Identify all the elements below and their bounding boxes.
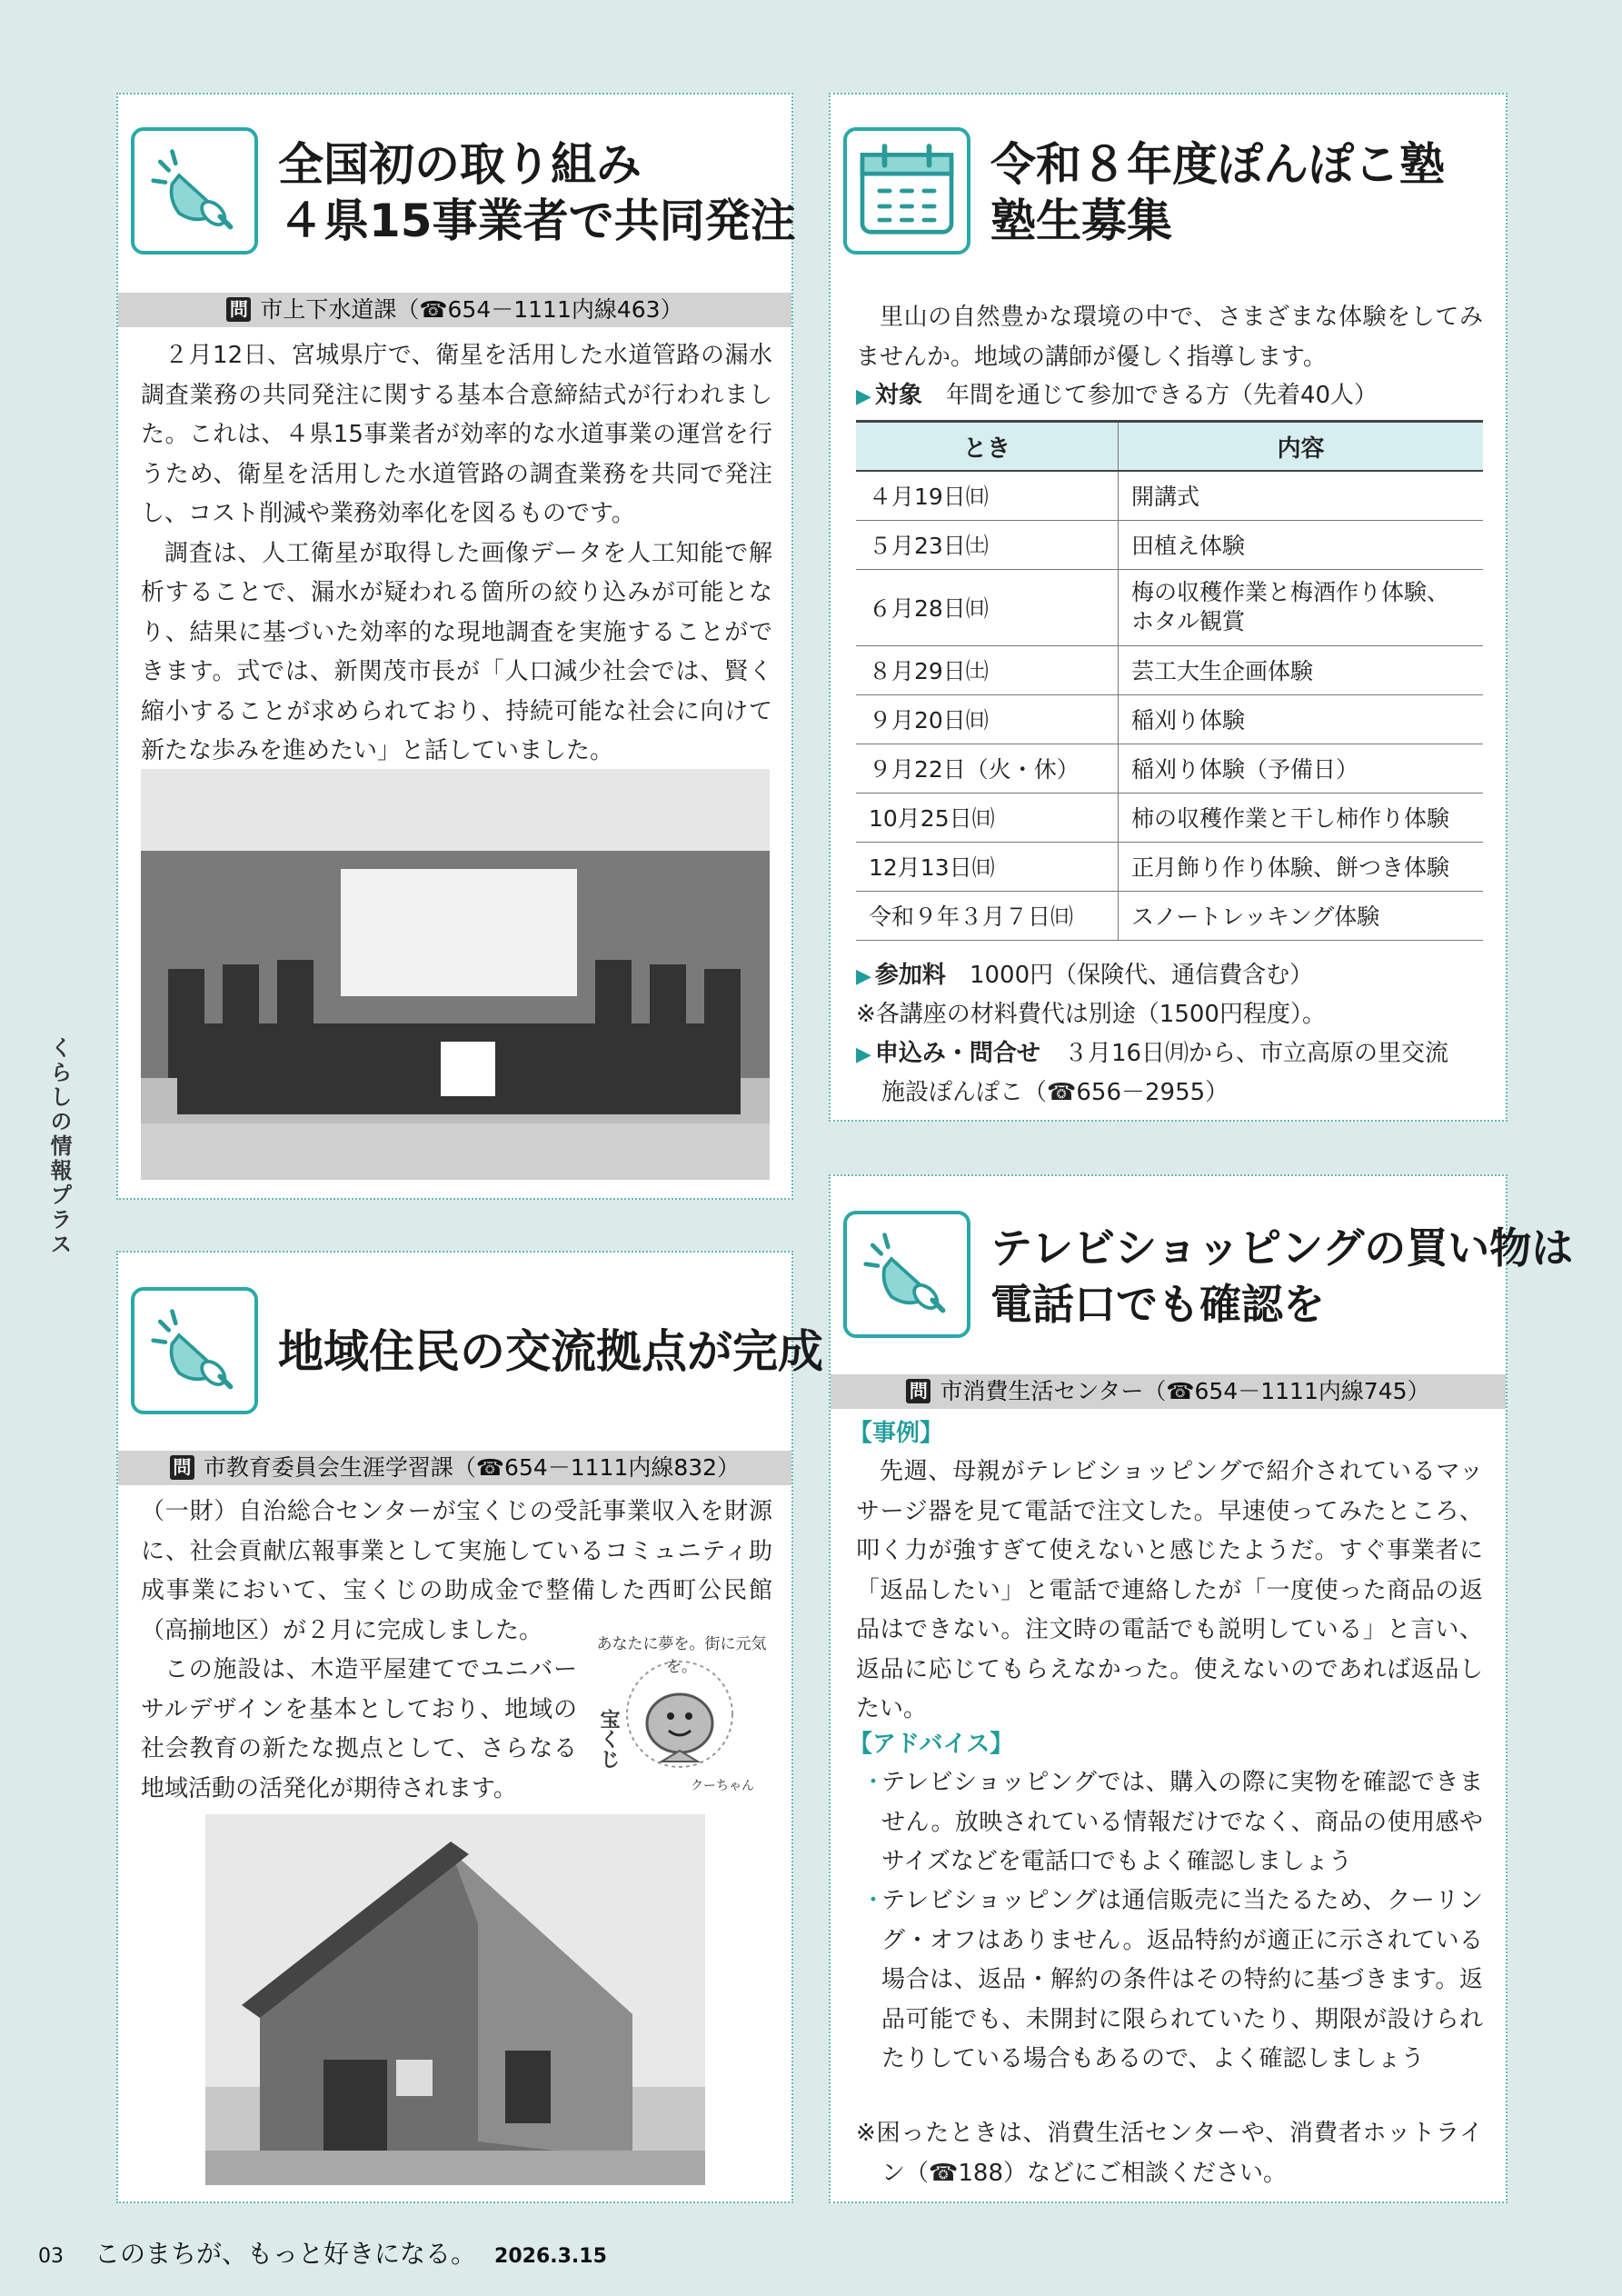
side-section-label: くらしの情報プラス — [46, 1036, 72, 1257]
advice-item-1: ・ テレビショッピングでは、購入の際に実物を確認できません。放映されている情報だけでなく、商品の使用感やサイズなどを電話口でもよく確認しましょう — [861, 1769, 1483, 1875]
article4-case: 先週、母親がテレビショッピングで紹介されているマッサージ器を見て電話で注文した。早速使ってみたところ、叩く力が強すぎて使えないと感じたようだ。すぐ事業者に「返品したい」と電話で連絡したが「一度使った商品の返品はできない。注文時の電話でも説明している」と言い、返品に応じてもらえなかった。使えないのであれば返品したい。 — [856, 1458, 1483, 1722]
article4-title: テレビショッピングの買い物は 電話口でも確認を — [990, 1223, 1574, 1329]
advice-item-2: ・ テレビショッピングは通信販売に当たるため、クーリング・オフはありません。返品特約が適正に示されている場合は、返品・解約の条件はその特約に基づきます。返品可能でも、未開封に限られていたり、期限が設けられたりしている場合もあるので、よく確認しましょう — [861, 1887, 1483, 2072]
advice-heading: 【アドバイス】 — [849, 1731, 1014, 1758]
article3-body-1: （一財）自治総合センターが宝くじの受託事業収入を財源に、社会貢献広報事業として実施しているコミュニティ助成事業において、宝くじの助成金で整備した西町公民館（高揃地区）が２月に完成しました。 — [141, 1498, 772, 1644]
article-ponpoko-panel — [829, 93, 1508, 1122]
table-row: ９月20日㈰ 稲刈り体験 — [856, 694, 1483, 744]
building-photo — [205, 1814, 705, 2185]
article-satellite-panel — [116, 93, 796, 1200]
megaphone-icon — [131, 1287, 258, 1414]
table-header-content: 内容 — [1119, 422, 1484, 472]
takarakuji-logo — [582, 1625, 777, 1802]
table-row: 令和９年３月７日㈰ スノートレッキング体験 — [856, 891, 1483, 940]
logo-text-top: あなたに夢を。街に元気を。 — [596, 1635, 767, 1676]
page-footer — [38, 2234, 607, 2271]
schedule-table — [856, 420, 1483, 941]
inquiry-mark: 問 — [906, 1379, 930, 1403]
issue-date: 2026.3.15 — [494, 2245, 607, 2268]
megaphone-icon — [131, 127, 258, 255]
article4-closing: ※困ったときは、消費生活センターや、消費者ホットライン（☎188）などにご相談ください。 — [856, 2120, 1483, 2187]
article-tv-shopping-panel — [829, 1174, 1574, 2203]
arrow-icon: ▶ — [856, 385, 871, 408]
article1-title: 全国初の取り組み ４県15事業者で共同発注 — [278, 138, 796, 247]
calendar-icon — [843, 127, 970, 255]
article2-target: ▶ 対象 年間を通じて参加できる方（先着40人） — [856, 382, 1378, 409]
article2-note: ※各講座の材料費代は別途（1500円程度）。 — [856, 1001, 1326, 1028]
case-heading: 【事例】 — [849, 1420, 944, 1447]
article-community-panel — [116, 1251, 823, 2203]
article3-body-2: この施設は、木造平屋建てでユニバーサルデザインを基本としており、地域の社会教育の新たな拠点として、さらなる地域活動の活発化が期待されます。 — [141, 1656, 577, 1802]
page-number: 03 — [38, 2245, 64, 2268]
article2-apply: ▶ 申込み・問合せ ３月16日㈪から、市立高原の里交流 — [856, 1040, 1449, 1067]
logo-text-bottom: クーちゃん — [691, 1779, 754, 1793]
table-row: ６月28日㈰ 梅の収穫作業と梅酒作り体験、ホタル観賞 — [856, 569, 1483, 645]
article2-title: 令和８年度ぽんぽこ塾 塾生募集 — [990, 138, 1445, 247]
article4-contact: 問 市消費生活センター（☎654－1111内線745） — [831, 1374, 1506, 1409]
article2-fee: ▶ 参加料 1000円（保険代、通信費含む） — [856, 962, 1314, 989]
article2-apply-contact: 施設ぽんぽこ（☎656－2955） — [881, 1079, 1229, 1106]
table-row: 12月13日㈰ 正月飾り作り体験、餅つき体験 — [856, 842, 1483, 891]
article1-contact: 問 市上下水道課（☎654－1111内線463） — [118, 293, 791, 327]
table-row: ４月19日㈰ 開講式 — [856, 471, 1483, 520]
logo-text-side: 宝くじ — [597, 1709, 620, 1769]
arrow-icon: ▶ — [856, 1043, 871, 1066]
article2-intro: 里山の自然豊かな環境の中で、さまざまな体験をしてみませんか。地域の講師が優しく指導します。 — [856, 304, 1483, 371]
article3-title: 地域住民の交流拠点が完成 — [278, 1325, 823, 1378]
table-row: ９月22日（火・休） 稲刈り体験（予備日） — [856, 744, 1483, 793]
group-photo — [141, 769, 770, 1180]
inquiry-mark: 問 — [170, 1455, 194, 1480]
arrow-icon: ▶ — [856, 965, 871, 988]
table-row: ８月29日㈯ 芸工大生企画体験 — [856, 645, 1483, 694]
article3-contact: 問 市教育委員会生涯学習課（☎654－1111内線832） — [118, 1451, 791, 1485]
table-header-date: とき — [856, 422, 1119, 472]
article1-body: ２月12日、宮城県庁で、衛星を活用した水道管路の漏水調査業務の共同発注に関する基本合意締結式が行われました。これは、４県15事業者が効率的な水道事業の運営を行うため、衛星を活用した水道管路の調査業務を共同で発注し、コスト削減や業務効率化を図るものです。 調査は、人工衛星が取得した画像データを人工知能で解析することで、漏水が疑われる箇所の絞り込みが可能となり、結果に基づいた効率的な現地調査を実施することができます。式では、新関茂市長が「人口減少社会では、賢く縮小することが求められており、持続可能な社会に向けて新たな歩みを進めたい」と話していました。 — [141, 342, 772, 764]
footer-slogan: このまちが、もっと好きになる。 — [95, 2239, 477, 2269]
table-row: 10月25日㈰ 柿の収穫作業と干し柿作り体験 — [856, 793, 1483, 842]
megaphone-icon — [843, 1211, 970, 1338]
inquiry-mark: 問 — [226, 297, 251, 322]
table-row: ５月23日㈯ 田植え体験 — [856, 520, 1483, 569]
